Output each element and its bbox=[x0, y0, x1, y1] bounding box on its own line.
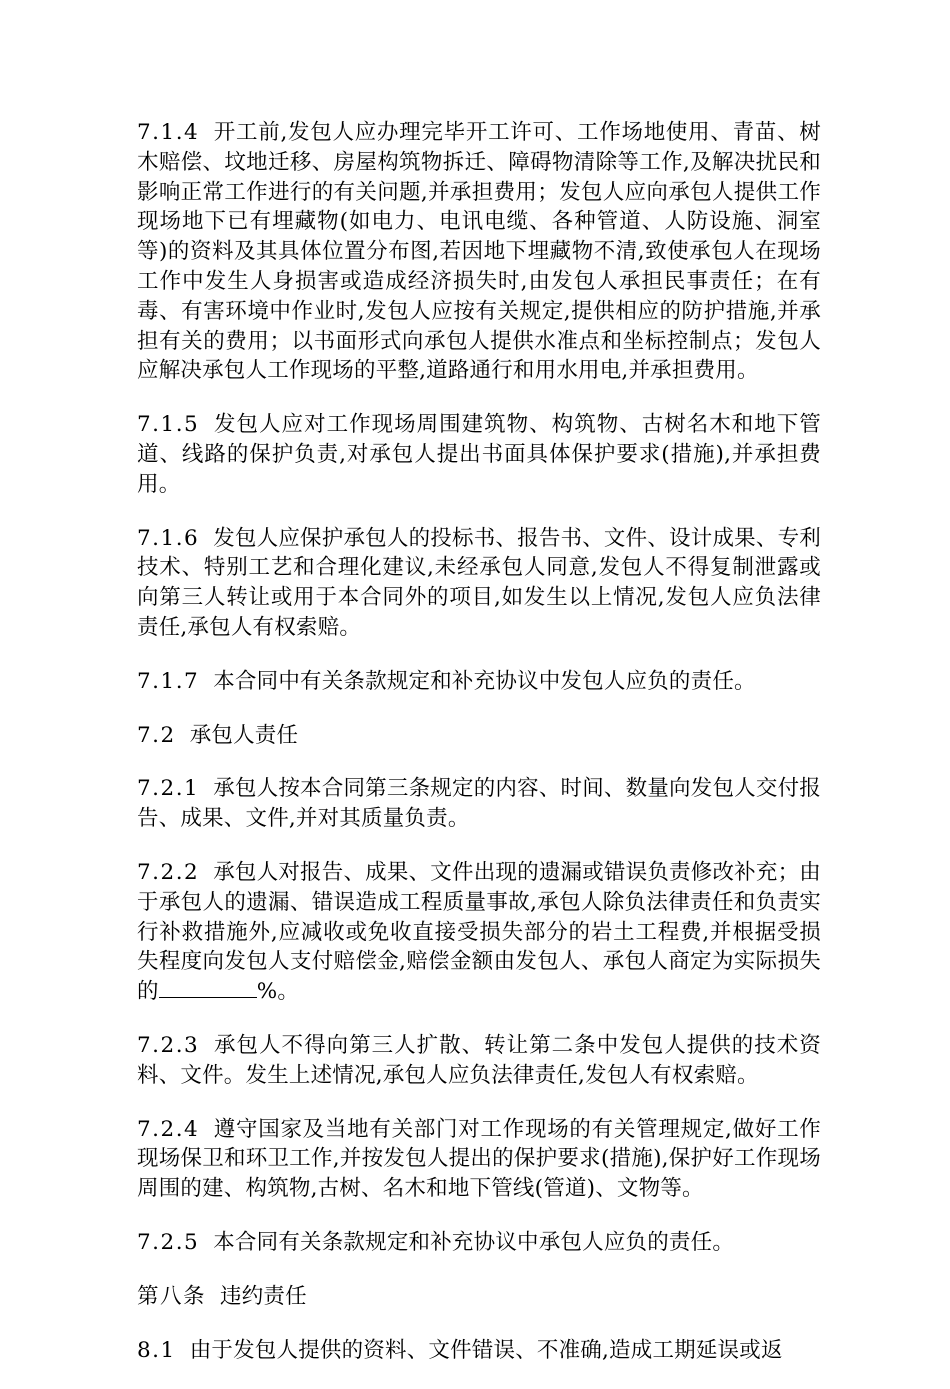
fill-in-blank[interactable] bbox=[159, 979, 257, 998]
clause-7-2-3 bbox=[137, 1031, 821, 1091]
section-title: 承包人责任 bbox=[189, 722, 299, 748]
clause-number: 7.2.3 bbox=[137, 1032, 200, 1058]
clause-8-1 bbox=[137, 1336, 821, 1366]
clause-number: 7.1.4 bbox=[137, 120, 200, 145]
article-title: 违约责任 bbox=[220, 1283, 307, 1309]
clause-number: 7.2.2 bbox=[137, 859, 200, 885]
clause-text: 发包人应对工作现场周围建筑物、构筑物、古树名木和地下管道、线路的保护负责,对承包人提出书面具体保护要求(措施),并承担费用。 bbox=[137, 412, 821, 497]
clause-number: 7.2.1 bbox=[137, 776, 200, 802]
clause-number: 7.1.6 bbox=[137, 525, 200, 551]
clause-7-2-1 bbox=[137, 774, 821, 834]
clause-text: 承包人按本合同第三条规定的内容、时间、数量向发包人交付报告、成果、文件,并对其质量负责。 bbox=[137, 776, 821, 832]
clause-suffix: %。 bbox=[256, 979, 300, 1005]
clause-text: 开工前,发包人应办理完毕开工许可、工作场地使用、青苗、树木赔偿、坟地迁移、房屋构筑物拆迁、障碍物清除等工作,及解决扰民和影响正常工作进行的有关问题,并承担费用；发包人应向承包人提供工作现场地下已有埋藏物(如电力、电讯电缆、各种管道、人防设施、洞室等)的资料及其具体位置分布图,若因地下埋藏物不清,致使承包人在现场工作中发生人身损害或造成经济损失时,由发包人承担民事责任；在有毒、有害环境中作业时,发包人应按有关规定,提供相应的防护措施,并承担有关的费用；以书面形式向承包人提供水准点和坐标控制点；发包人应解决承包人工作现场的平整,道路通行和用水用电,并承担费用。 bbox=[137, 120, 821, 384]
clause-7-1-7 bbox=[137, 667, 821, 697]
article-number: 第八条 bbox=[137, 1283, 207, 1309]
clause-number: 8.1 bbox=[137, 1337, 176, 1363]
clause-text: 遵守国家及当地有关部门对工作现场的有关管理规定,做好工作现场保卫和环卫工作,并按发包人提出的保护要求(措施),保护好工作现场周围的建、构筑物,古树、名木和地下管线(管道)、文物等。 bbox=[137, 1116, 821, 1202]
clause-text: 本合同有关条款规定和补充协议中承包人应负的责任。 bbox=[213, 1229, 735, 1255]
clause-number: 7.2.4 bbox=[137, 1116, 200, 1142]
clause-7-2-2 bbox=[137, 858, 821, 1007]
clause-7-2-5 bbox=[137, 1228, 821, 1258]
clause-number: 7.1.7 bbox=[137, 668, 200, 694]
clause-7-1-4 bbox=[137, 118, 821, 386]
clause-7-1-6 bbox=[137, 524, 821, 643]
clause-number: 7.1.5 bbox=[137, 412, 200, 438]
document-page bbox=[137, 118, 821, 1389]
clause-text: 本合同中有关条款规定和补充协议中发包人应负的责任。 bbox=[213, 668, 756, 694]
clause-text: 承包人对报告、成果、文件出现的遗漏或错误负责修改补充；由于承包人的遗漏、错误造成工程质量事故,承包人除负法律责任和负责实行补救措施外,应减收或免收直接受损失部分的岩土工程费,并根据受损失程度向发包人支付赔偿金,赔偿金额由发包人、承包人商定为实际损失的 bbox=[137, 859, 821, 1005]
clause-text: 承包人不得向第三人扩散、转让第二条中发包人提供的技术资料、文件。发生上述情况,承包人应负法律责任,发包人有权索赔。 bbox=[137, 1032, 821, 1088]
article-8-heading bbox=[137, 1282, 821, 1312]
clause-text: 由于发包人提供的资料、文件错误、不准确,造成工期延误或返 bbox=[189, 1337, 783, 1363]
clause-7-2-4 bbox=[137, 1115, 821, 1204]
clause-number: 7.2.5 bbox=[137, 1229, 200, 1255]
section-7-2-heading bbox=[137, 721, 821, 751]
clause-7-1-5 bbox=[137, 410, 821, 499]
section-number: 7.2 bbox=[137, 722, 176, 748]
clause-text: 发包人应保护承包人的投标书、报告书、文件、设计成果、专利技术、特别工艺和合理化建议,未经承包人同意,发包人不得复制泄露或向第三人转让或用于本合同外的项目,如发生以上情况,发包人应负法律责任,承包人有权索赔。 bbox=[137, 525, 821, 640]
